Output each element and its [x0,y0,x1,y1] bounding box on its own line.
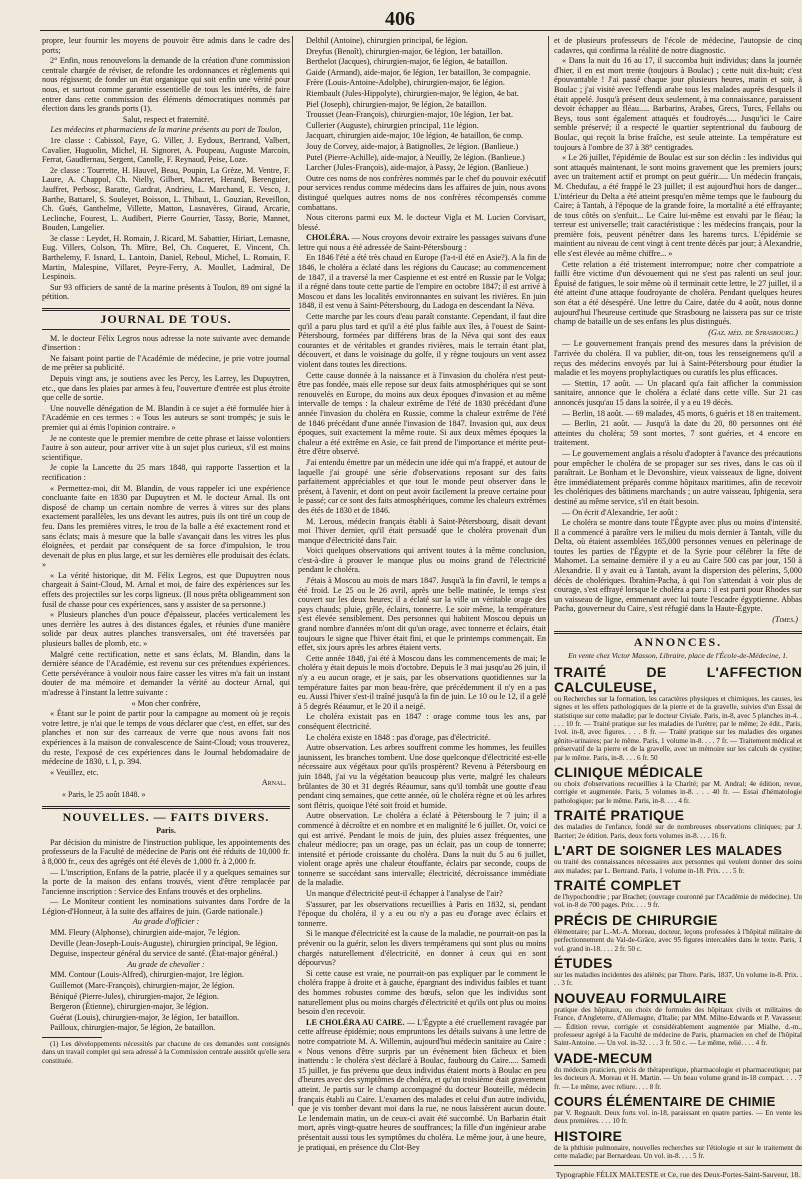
source-citation: (Times.) [772,615,798,625]
ad-title: VADE-MECUM [554,1049,653,1066]
header-rule [40,30,760,31]
list-item: Guillemot (Marc-François), chirurgien-major, 2e légion. [50,981,235,991]
ad-text: ou Recherches sur la formation, les caractères physiques et chimiques, les causes, les signes et les effets pathologiques de la pierre et de la gravelle, suivies d'un Essai de statistique sur cette maladie; par le docteur Civiale. Paris, in-8, avec 5 planches in-4. . . . . 10 fr. — Traité pratique sur les maladies de l'urètre; par le même; 2e édit., Paris, 1vol. in-8, avec figures. . . . 8 fr. — Traité pratique sur les maladies des organes génito-urinaires; par le même. Paris, 1 volume in-8. . . . 7 fr. — Traitement médical et préservatif de la pierre et de la gravelle, avec un mémoire sur les calculs de cystine; par le même. Paris, in-8. . . . 6 fr. 50 [554,694,802,762]
column-2 [298,36,546,1152]
paragraph: Cette cause donnée à la naissance et à l'invasion du choléra n'est peut-être pas fondée, mais elle repose sur deux faits atmosphériques qui se sont renouvelés en Europe, du moins aux deux époques d'invasion et au même intervalle de temps : la chaleur extrême de l'été de 1830 précédant d'une année l'invasion du choléra en Russie, comme la chaleur extrême de l'été de 1846 précédant d'une année l'invasion de 1847. Invasion qui, aux deux époques, suit exactement la même route. Si aux deux mêmes époques la chaleur a été extrême en Asie, ce fait prend de l'importance et mérite peut-être d'être observé. [298,370,546,457]
paragraph: « Le 26 juillet, l'épidémie de Boulac est sur son déclin : les individus qui sont attaqués maintenant, le sont moins gravement que les premiers jours; avec un traitement actif et prompt on peut guérir..... Un médecin français, M. Chedufau, a été frappé le 23 juillet; il est aujourd'hui hors de danger... L'intérieur du Delta a été atteint presqu'en même temps que le faubourg du Caire; à Tantah, à l'époque de la grande foire, la mortalité a été effrayante; de tous côtés on s'enfuit... Le Caire lui-même est envahi par le fléau; la terreur est universelle; trait caractéristique : les médecins français, pour la première fois, peuvent pénétrer dans les harems turcs. L'épidémie se maintient au niveau de cent vingt à cent trente décès par jour; à Alexandrie, elle s'est élevée au même chiffre... » [554,153,802,259]
paragraph: Par décision du ministre de l'instruction publique, les appointements des professeurs de la Faculté de médecine de Paris ont été réduits de 10,000 fr. à 8,000 fr., ceux des agrégés ont été élevés de 1,000 fr. à 2,000 fr. [42,837,290,866]
advertisement [554,665,802,762]
news-item: — On écrit d'Alexandrie, 1er août : [562,507,678,517]
ad-text: pratique des hôpitaux, ou choix de formules des hôpitaux civils et militaires de France, d'Angleterre, d'Allemagne, d'Italie; par MM. Milne-Edwards et P. Vavasseur. — Édition revue, corrigée et considérablement augmentée par Mialhe, d.-m., professeur agrégé à la Faculté de médecine de Paris, pharmacien en chef de l'hôpital Saint-Antoine. — Un vol. in-32. . . . 3 fr. 50 c. — Le même, relié. . . . 4 fr. [554,1005,802,1048]
section-rule [42,308,290,311]
cholera-title: CHOLÉRA. [306,233,350,243]
section-rule [42,329,290,330]
ad-title: L'ART DE SOIGNER LES MALADES [554,843,783,859]
ad-title: TRAITÉ COMPLET [554,876,682,893]
news-item: — Le gouvernement français prend des mesures dans la prévision de l'arrivée du choléra. Il va publier, dit-on, tous les renseignemens qu'il a reçus des médecins envoyés par lui à Saint-Pétersbourg pour étudier la maladie et les moyens prophylactiques ou curatifs les plus efficaces. [554,339,802,378]
list-item: Jacquart, chirurgien aide-major, 10e légion, 4e bataillon, 6e comp. [306,131,524,141]
caire-text: — L'Égypte a été cruellement ravagée par cette affreuse épidémie; nous empruntons les détails suivans à une lettre de notre compatriote M. A. Willemin, aujourd'hui médecin sanitaire au Caire : « Nous venons d'être surpris par un événement bien fâcheux et bien inattendu : le choléra s'est déclaré à Boulac, faubourg du Caire..... Samedi 15 juillet, je fus prévenu que deux individus étaient morts à Boulac en peu d'heures avec des symptômes de choléra, et qu'un troisième était gravement atteint. Je partis sur le champ accompagné du docteur Bouteille, médecin français établi au Caire. L'examen des malades et celui d'un autre individu, que je vis tomber devant moi dans la rue, ne nous laissèrent aucun doute. Le lendemain matin, un de ceux-ci avait été succombé. Un Barbarin était mort, après vingt-quatre heures de souffrances; la fille d'un ingénieur arabe présentait aussi tous les symptômes du choléra. Le même jour, à une heure, je pratiquai, en présence du Clot-Bey [298,1017,546,1152]
paragraph: « Étant sur le point de partir pour la campagne au moment où je reçois votre lettre, je n'ai que le temps de vous déclarer que c'est, en effet, sur des planches et non sur des carreaux de verre que nous avons fait nos expériences à la maison de convalescence de Saint-Cloud; vous trouverez, du reste, l'exposé de ces expériences dans le Journal hebdomadaire de médecine de 1830, t. I, p. 394. [42,709,290,767]
news-item: — Berlin, 21 août. — Jusqu'à la date du 20, 80 personnes ont été atteintes du choléra; 59 sont mortes, 7 sont guéries, et 4 encore en traitement. [554,419,802,448]
list-item: Jouy de Corvey, aide-major, à Batignolles, 2e légion. (Banlieue.) [306,141,519,151]
caire-lead [298,1018,546,1152]
section-title-nouvelles: NOUVELLES. — FAITS DIVERS. [62,809,270,824]
advertisement [554,991,802,1048]
advertisement [554,1129,802,1161]
section-title-journal: JOURNAL DE TOUS. [100,312,232,327]
ad-text: du médecin praticien, précis de thérapeutique, pharmacologie et pharmaceutique; par les docteurs A. Moreau et H. Martin. — Un beau volume grand in-18 compact. . . . 7 fr. — Le même, avec reliure. . . . 8 fr. [554,1065,802,1091]
paragraph: « Veuillez, etc. [50,767,99,777]
ad-text: élémentaire; par L.-M.-A. Moreau, docteur, leçons professées à l'hôpital militaire de perfectionnement du Val-de-Grâce, avec 95 figures intercalées dans le texte. Paris, 1 vol. grand in-18. . . . 2 fr. 50 c. [554,927,802,953]
paragraph: Cette année 1848, j'ai été à Moscou dans les commencements de mai; le choléra y était depuis le mois d'octobre. Depuis le 3 mai jusqu'au 26 juin, il n'y a eu aucun orage, et je sais, par les observations quotidiennes sur la température faites par mon beau-frère, que précédemment il n'y en a pas eu. Aussi l'hiver s'est-il traîné jusqu'à la fin de juin. Le 10 ou le 12, il a gelé à 5 degrés Réaumur, et le 20 il a neigé. [298,653,546,711]
footer-rule [554,1165,802,1166]
list-item: Deguise, inspecteur général du service de santé. (État-major général.) [50,949,278,959]
printer-credit: Typographie FÉLIX MALTESTE et Ce, rue des Deux-Portes-Saint-Sauveur, 18. [555,1169,801,1179]
signatories-1: 1re classe : Cabissol, Faye, G. Viller, J. Eydoux, Bertrand, Valbert, Cavalier, Huguolin, Michel, H. Signoret, A. Poupeau, Auguste Marcoin, Ferrat, Gaudfernau, Sergent, Canolle, F. Reynaud, Peise, Loze. [42,135,290,165]
ad-title: HISTOIRE [554,1127,623,1144]
signatories-3: 3e classe : Leydet, H. Romain, J. Ricard, M. Sabattier, Hiriart, Lemasne, Eug. Villers, Colson, Th. Mître, Bel, Ch. Coqueret, E. Vincent, Ch. Barthelemy, F. Isnard, L. Lantoin, Daniel, Reboul, Michel, L. Romain, F. Martin, Malespine, Villaret, Peyre-Ferry, A. Moullet, Ladmiral, De Lespinois. [42,233,290,282]
caire-title: LE CHOLÉRA AU CAIRE. [306,1017,405,1027]
ad-text: par V. Regnault. Deux forts vol. in-18, paraissant en quatre parties. — En vente les deux premières. . . . 10 fr. [554,1109,802,1126]
news-item: — Stettin, 17 août. — Un placard qu'a fait afficher la commission sanitaire, annonce que le choléra a éclaté dans cette ville. Sur 21 cas annoncés jusqu'au 15 dans la soirée, il y a eu 19 décès. [554,378,802,407]
news-item: — Le gouvernement anglais a résolu d'adopter à l'avance des précautions pour empêcher le choléra de se propager sur ses rives, dans le cas où il paraîtrait. Le Bonham et le Devonshire, vieux vaisseaux de ligne, doivent être immédiatement préparés comme hôpitaux maritimes, afin de recevoir les cholériques des bâtimens marchands ; un autre vaisseau, Iphigenia, sera destiné au même service, s'il en était besoin. [554,448,802,506]
paragraph: propre, leur fournir les moyens de pouvoir être admis dans le cadre des ports; [42,36,290,55]
ad-title: NOUVEAU FORMULAIRE [554,989,727,1006]
ad-title: CLINIQUE MÉDICALE [554,764,703,781]
grade-heading: Au grade de chevalier : [127,959,205,969]
paragraph: — Le Moniteur contient les nominations suivantes dans l'ordre de la Légion-d'Honneur, à la suite des affaires de juin. (Garde nationale.) [42,897,290,916]
letter-date: « Paris, le 25 août 1848. » [62,789,146,799]
paragraph: Si le manque d'électricité est la cause de la maladie, ne pourrait-on pas la prévenir ou la guérir, selon les divers tempéramens qui sont plus ou moins chargés naturellement d'électricité, en donner à ceux qui en sont dépourvus? [298,929,546,968]
list-item: MM. Fleury (Alphonse), chirurgien aide-major, 7e légion. [50,928,241,938]
address-title: Les médecins et pharmaciens de la marine présents au port de Toulon, [50,125,282,135]
grade-heading: Au grade d'officier : [132,917,200,927]
ad-text: ou choix d'observations recueillies à la Charité; par M. Andral; 4e édition, revue, corrigée et augmentée. Paris, 5 volumes in-8. . . . 40 fr. — Essai d'hématologie pathologique; par le même. Paris, in-8. . . . 4 fr. [554,780,802,805]
section-rule [554,631,802,634]
letter-greeting: « Mon cher confrère, [131,698,201,708]
signatories-2: 2e classe : Tourrette, H. Hauvel, Beau, Poupin, La Grèze, M. Ventre, F. Laure, A. Chappol, Ch. Nielly, Gilbert, Macret, Herand, Berenguier, Jauffret, Perbosc, Baratte, Gardrat, Andrieu, L. Marchand, E. Vesco, J. Barthe, Battarel, S. Souleyet, Boisson, L. Thibaut, L. Gouzian, Reveillon, Ch. Gués, Ganthelme, Villette, Matton, Lasnavères, Giraud, Arcarie, Leclinche, Fourest, L. Audibert, Pierre Gourrier, Tassy, Borie, Mannet, Bouden, Langelier. [42,165,290,233]
advertisement [554,808,802,840]
ad-title: ÉTUDES [554,954,613,971]
cholera-lead [298,233,546,252]
footnote: (1) Les développements nécessités par chacune de ces demandes sont consignés dans un travail complet qui sera adressé à la Commission centrale aussitôt qu'elle sera constituée. [42,1040,290,1065]
paragraph: J'étais à Moscou au mois de mars 1847. Jusqu'à la fin d'avril, le temps a été froid. Le 25 ou le 26 avril, après une belle matinée, le temps s'est couvert sur les deux heures; il a éclaté sur la ville un véritable orage des pays chauds; pluie, grêle, éclairs, tonnerre. Le soir même, la température s'est élevée sensiblement. Des personnes qui habitent Moscou depuis un grand nombre d'années m'ont dit qu'un orage, avec tonnerre et éclairs, était toujours le signe que l'hiver était fini, et que le printemps commençait. En effet, six jours après les arbres étaient verts. [298,576,546,653]
section-subtitle: Paris. [156,826,176,836]
paragraph: Voici quelques observations qui arrivent toutes à la même conclusion, c'est-à-dire à prouver le manque plus ou moins grand de l'électricité pendant le choléra. [298,546,546,575]
list-item: Béniqué (Pierre-Jules), chirurgien-major, 2e légion. [50,991,219,1001]
paragraph: Le choléra existe en 1848 : pas d'orage, pas d'électricité. [306,732,491,742]
paragraph: Le choléra existait pas en 1847 : orage comme tous les ans, par conséquent électricité. [298,712,546,731]
paragraph: Ne faisant point partie de l'Académie de médecine, je prie votre journal de me prêter sa publicité. [42,353,290,373]
ad-title: PRÉCIS DE CHIRURGIE [554,911,718,928]
column-1 [42,36,290,1104]
section-title-annonces: ANNONCES. [633,634,723,649]
news-item: Le choléra se montre dans toute l'Égypte avec plus ou moins d'intensité. Il a commencé à paraître vers le milieu du mois dernier à Tantah, ville du Delta, où étaient assemblées 165,000 personnes venues en pèlerinage de toutes les parties de l'Égypte et de la Syrie pour célébrer la fête de Mahomet. La semaine dernière il y a eu au Caire 500 cas par jour, 150 à Alexandrie. Il y avait eu à Tantah, avant la dispersion des pèlerins, 5,000 décès de cholériques. Ibrahim-Pacha, à qui l'on s'attendait à voir plus de courage, s'est effrayé lorsque le choléra a paru : il est parti pour Rhodes sur un vaisseau de ligne, emmenant avec lui toute l'escadre égyptienne. Abbas Pacha, gouverneur du Caire, s'est réfugié dans la Haute-Égypte. [554,518,802,614]
paragraph: Outre ces noms de nos confrères nommés par le chef du pouvoir exécutif pour services rendus comme médecins dans les affaires de juin, nous avons distingué quelques autres noms de nos confrères récompensés comme combattans. [298,173,546,212]
ad-text: sur les maladies incidentes des aliénés; par Thore. Paris, 1837, Un volume in-8. Prix. . . . 3 fr. [554,970,802,988]
ad-text: de la phthisie pulmonaire, nouvelles recherches sur l'étiologie et sur le traitement de cette maladie; par Bernardeau. Un vol. in-8. . . . 5 fr. [554,1143,802,1161]
column-3 [554,36,802,1179]
list-item: Berthelot (Jacques), chirurgien-major, 6e légion, 4e bataillon. [306,57,508,67]
advertisement [554,765,802,805]
paragraph: M. Lerous, médecin français établi à Saint-Pétersbourg, disait devant moi l'hiver dernier, qu'il était persuadé que le choléra provenait d'un manque d'électricité dans l'air. [298,516,546,545]
closing-note: Sur 93 officiers de santé de la marine présents à Toulon, 89 ont signé la pétition. [42,282,290,302]
advertisement [554,843,802,875]
paragraph: « Dans la nuit du 16 au 17, il succomba huit individus; dans la journée d'hier, il en est mort trente (toujours à Boulac) ; cette nuit dix-huit; c'est épouvantable ! J'ai passé chaque jour plusieurs heures, matin et soir, à Boulac ; j'ai visité avec l'effendi arabe tous les malades auprès desquels il était appelé. Jusqu'à présent deux seulement, à ma connaissance, paraissent devoir échapper au fléau..... Barbarins, Arabes, Grecs, Turcs, Fellahs ou Beys, tous sont également attaqués et foudroyés..... Jusqu'ici le Caire semble préservé; il a respecté le quartier septentrional du faubourg de Boulac, qui reçoit la brise fraîche, est seule atteinte. La température est toujours à l'ombre de 37 à 38° centigrades. [554,56,802,152]
list-item: Cullerier (Auguste), chirurgien principal, 11e légion. [306,120,479,130]
list-item: Larcher (Jules-François), aide-major, à Passy, 2e légion. (Banlieue.) [306,163,529,173]
paragraph: Malgré cette rectification, nette et sans éclats, M. Blandin, dans la dernière séance de l'Académie, est revenu sur ces prétendues expériences. Cette persévérance à vouloir nous faire casser les vitres m'a fait un instant douter de ma mémoire et demander la vérité au docteur Arnal, qui m'adresse à l'instant la lettre suivante : [42,649,290,697]
paragraph: Cette relation a été tristement interrompue; notre cher compatriote a failli être victime d'un dévouement qui ne s'est pas ralenti un seul jour. Épuisé de fatigues, le soir même où il terminait cette lettre, le 27 juillet, il a été atteint d'une attaque foudroyante de choléra. Pendant quelques heures son état a été désespéré. Une lettre du Caire, datée du 4 août, nous donne aujourd'hui l'heureuse certitude que Strasbourg ne laissera pas sur ce triste champ de bataille un de ses enfans les plus distingués. [554,259,802,327]
list-item: Guérat (Louis), chirurgien-major, 3e légion, 1er bataillon. [50,1012,240,1022]
source-citation: (Gaz. méd. de Strasbourg.) [708,327,798,337]
paragraph: « La vérité historique, dit M. Félix Legros, est que Dupuytren nous chargeait à Saint-Cloud, M. Arnal et moi, de faire des expériences sur les effets des projectiles sur les corps ligneux. (Il nous prêta obligeamment son fusil de chasse pour ces expériences, sans y assister de sa personne.) [42,570,290,609]
list-item: Riembault (Jules-Hippolyte), chirurgien-major, 9e légion, 4e bat. [306,88,519,98]
list-item: Deville (Jean-Joseph-Louis-Auguste), chirurgien principal, 9e légion. [50,938,278,948]
list-item: MM. Contour (Louis-Alfred), chirurgien-major, 1re légion. [50,970,244,980]
paragraph: Une nouvelle dénégation de M. Blandin à ce sujet a été formulée hier à l'Académie en ces termes : « Tous les auteurs se sont trompés; je suis le premier qui ai émis l'opinion contraire. » [42,403,290,432]
ad-title: TRAITÉ PRATIQUE [554,807,685,824]
letter-signature: Arnal. [261,778,286,788]
ad-text: ou traité des connaissances nécessaires aux personnes qui veulent donner des soins aux malades; par L. Bertrand. Paris, 1 volume in-18. Prix. . . . 5 fr. [554,858,802,875]
ad-title: TRAITÉ DE L'AFFECTION CALCULEUSE, [554,663,802,695]
ad-title: COURS ÉLÉMENTAIRE DE CHIMIE [554,1094,776,1109]
paragraph: Un manque d'électricité peut-il échapper à l'analyse de l'air? [306,889,503,899]
ad-text: des maladies de l'enfance, fondé sur de nombreuses observations cliniques; par J. Barrier; 2e édition. Paris, deux forts volumes in-8. . . . 16 fr. [554,823,802,840]
cholera-intro: — Nous croyons devoir extraire les passages suivans d'une lettre qui nous a été adressée de Saint-Pétersbourg : [298,233,546,252]
advertisement [554,913,802,953]
advertisement [554,1094,802,1126]
list-item: Pailloux, chirurgien-major, 5e légion, 2e bataillon. [50,1023,216,1033]
advertisement [554,956,802,988]
news-item: — Berlin, 18 août. — 69 malades, 45 morts, 6 guéris et 18 en traitement. [562,408,801,418]
list-item: Delthil (Antoine), chirurgien principal, 6e légion. [306,36,468,45]
section-rule [42,806,290,809]
paragraph: En 1846 l'été a été très chaud en Europe (l'a-t-il été en Asie?). A la fin de 1846, le choléra a éclaté dans les régions du Caucase; au commencement de 1847, il a traversé la mer Caspienne et est entré en Russie par le Volga; il a régné dans toute cette partie de l'empire en octobre 1847; il est arrivé à Moscou et dans les localités environnantes en suivant les rivières. En juin 1848, il est venu à Saint-Pétersbourg, du Ladoga en descendant la Néva. [298,253,546,311]
paragraph: « Permettez-moi, dit M. Blandin, de vous rappeler ici une expérience concluante faite en 1830 par Dupuytren et M. le docteur Arnal. Ils ont disposé de champ un certain nombre de verres à vitres sur des plans exactement parallèles, les uns devant les autres, puis ils ont tiré un coup de feu. Dans les premières vitres, le trou de la balle a été exactement rond et sans éclats; mais à mesure que la balle s'avançait dans les vitres les plus éloignées, et perdait par conséquent de sa force d'impulsion, le trou devenait de plus en plus large, et sur les dernières elle produisait des éclats. » [42,483,290,570]
list-item: Dreyfus (Benoît), chirurgien-major, 6e légion, 1er bataillon. [306,46,503,56]
advertisement [554,1051,802,1091]
list-item: Putel (Pierre-Achille), aide-major, à Neuilly, 2e légion. (Banlieue.) [306,152,525,162]
annonces-subtitle: En vente chez Victor Masson, Libraire, place de l'École-de-Médecine, 1. [568,651,788,661]
paragraph: — L'inscription, Enfans de la patrie, placée il y a quelques semaines sur la porte de la maison des enfans trouvés, vient d'être remplacée par l'ancienne inscription : Service des Enfans trouvés et des orphelins. [42,867,290,896]
page-number: 406 [385,8,415,30]
list-item: Piel (Joseph), chirurgien-major, 9e légion, 2e bataillon. [306,99,487,109]
paragraph: Nous citerons parmi eux M. le docteur Vigla et M. Lucien Corvisart, blessé. [298,213,546,232]
paragraph: Je ne conteste que le premier membre de cette phrase et laisse volontiers l'autre à son auteur, pour arriver vite à un sujet plus curieux, s'il est moins scientifique. [42,433,290,462]
advertisement [554,878,802,910]
paragraph: Je copie la Lancette du 25 mars 1848, qui rapporte l'assertion et la rectification : [42,463,290,482]
paragraph: Autre observation. Les arbres souffrent comme les hommes, les feuilles jaunissent, les branches tombent. Une dose quelconque d'électricité est-elle nécessaire aux végétaux pour qu'ils prospèrent? Revenu à Pétersbourg en juin 1848, j'ai vu la végétation beaucoup plus verte, malgré les chaleurs brûlantes de 30 et 31 degrés Réaumur, sans qu'il tombât une goutte d'eau pendant cinq semaines, que cette année, où le choléra règne et où les arbres sont flétris, quoique l'été soit froid et humide. [298,743,546,810]
list-item: Trousset (Jean-François), chirurgien-major, 10e légion, 1er bat. [306,110,514,120]
column-divider [548,36,549,1106]
list-item: Bergeron (Étienne), chirurgien-major, 3e légion. [50,1002,209,1012]
paragraph: Depuis vingt ans, je soutiens avec les Percy, les Larrey, les Dupuytren, etc., que dans les plaies par armes à feu, l'ouverture d'entrée est plus étroite que celle de sortie. [42,374,290,403]
column-divider [292,36,293,1106]
list-item: Frère (Louis-Antoine-Adolphe), chirurgien-major, 6e légion. [306,78,505,88]
paragraph: M. le docteur Félix Legros nous adresse la note suivante avec demande d'insertion : [42,333,290,353]
paragraph: Autre observation. Le choléra a éclaté à Pétersbourg le 7 juin; il a commencé à décroître et en nombre et en malignité le 6 juillet. Or, voici ce qui est arrivé. Pendant le mois de juin, des pluies assez fréquentes, une chaleur médiocre; pas un orage, pas un éclair, pas un coup de tonnerre; intensité et période croissante du choléra. Dans la nuit du 5 au 6 juillet, violent orage après une chaleur étouffante, éclairs par seconde, coups de tonnerre se succédant sans intervalle; électricité, décroissance immédiate de la maladie. [298,811,546,888]
paragraph: J'ai entendu émettre par un médecin une idée qui m'a frappé, et autour de laquelle j'ai groupé une série d'observations reposant sur des faits parfaitement appréciables et que tout le monde peut observer dans le présent, à l'avenir, et dont on peut avoir facilement la preuve certaine pour le passé; car ce sont des faits atmosphériques, comme les chaleurs extrêmes des étés de 1830 et de 1846. [298,457,546,515]
paragraph: et de plusieurs professeurs de l'école de médecine, l'autopsie de cinq cadavres, qui confirma la réalité de notre diagnostic. [554,36,802,55]
paragraph: S'assurer, par les observations recueillies à Paris en 1832, si, pendant l'époque du choléra, il y a eu ou n'y a pas eu d'orage avec éclairs et tonnerre. [298,899,546,928]
footnote-rule [42,1037,102,1038]
salutation: Salut, respect et fraternité. [122,114,210,124]
paragraph: 2° Enfin, nous renouvelons la demande de la création d'une commission centrale chargée de réviser, de refondre les ordonnances et règlements qui nous régissent; de fonder un état organique qui soit enfin une vérité pour nous, et surtout comme garantie essentielle de tous les intérêts, de faire entrer dans cette commission des éléments démocratiques nommés par élection dans les grands ports (1). [42,56,290,114]
paragraph: Cette marche par les cours d'eau paraît constante. Cependant, il faut dire qu'il a paru plus tard et qu'il a été plus faible aux îles, à l'ouest de Saint-Pétersbourg, formées par différens bras de la Néva qui sont des eaux courantes et de véritables et grandes rivières, mais le terrain étant plat, découvert, et dans le voisinage du golfe, il y règne toujours un vent assez violent dans toutes les directions. [298,312,546,369]
paragraph: Si cette cause est vraie, ne pourrait-on pas expliquer par le comment le choléra frappe à droite et à gauche, épargnant des individus faibles et tuant des hommes robustes comme des bœufs, selon que les individus sont naturellement plus ou moins chargés d'électricité et qu'ils ont plus ou moins besoin d'en recevoir. [298,968,546,1017]
paragraph: « Plusieurs planches d'un pouce d'épaisseur, placées verticalement les unes derrière les autres à des distances égales, et réunies d'une manière solide par deux autres planches transversales, ont été traversées par plusieurs balles de plomb, etc. » [42,610,290,649]
ad-text: de l'hypochondrie ; par Brachet; (ouvrage couronné par l'Académie de médecine). Un vol. in-8 de 700 pages. Prix. . . . 9 fr. [554,892,802,910]
list-item: Gaide (Armand), aide-major, 6e légion, 1er bataillon, 3e compagnie. [306,67,531,77]
